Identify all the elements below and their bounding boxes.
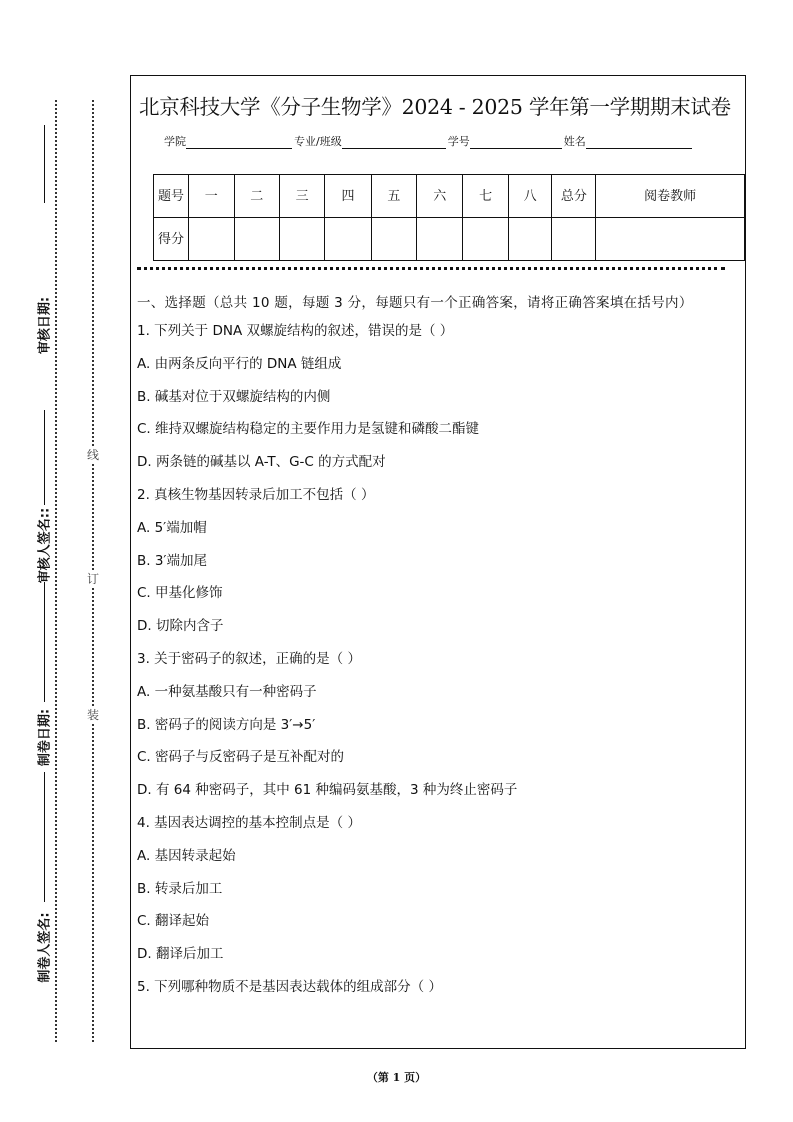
answer-option: B. 密码子的阅读方向是 3′→5′	[137, 716, 316, 733]
college-field[interactable]	[186, 136, 292, 149]
page-number: （第 1 页）	[366, 1071, 427, 1084]
review-date-line	[44, 125, 45, 203]
answer-option: D. 翻译后加工	[137, 946, 224, 963]
maker-sign-label: 制卷人签名:	[37, 912, 53, 983]
exam-frame	[130, 75, 746, 1049]
answer-option: A. 由两条反向平行的 DNA 链组成	[137, 355, 342, 372]
score-table	[153, 174, 745, 261]
answer-option: A. 一种氨基酸只有一种密码子	[137, 683, 317, 700]
answer-option: B. 碱基对位于双螺旋结构的内侧	[137, 388, 331, 405]
separator	[137, 267, 725, 270]
major-class-field[interactable]	[342, 136, 446, 149]
score-cell[interactable]	[279, 218, 324, 261]
score-cell[interactable]	[189, 218, 234, 261]
score-cell[interactable]	[371, 218, 416, 261]
score-cell[interactable]	[508, 218, 552, 261]
binding-mark-zhuang: 装	[86, 708, 99, 722]
section-intro: 一、选择题（总共 10 题，每题 3 分，每题只有一个正确答案，请将正确答案填在括号内）	[137, 295, 693, 311]
col-header: 阅卷教师	[596, 175, 745, 218]
margin-dotted-line	[55, 100, 57, 1042]
col-header: 一	[189, 175, 234, 218]
review-date-label: 审核日期:	[37, 296, 53, 355]
question-stem: 4. 基因表达调控的基本控制点是（ ）	[137, 814, 361, 831]
answer-option: C. 维持双螺旋结构稳定的主要作用力是氢键和磷酸二酯键	[137, 421, 480, 438]
major-class-label: 专业/班级	[294, 135, 342, 148]
answer-option: C. 甲基化修饰	[137, 585, 223, 602]
col-header: 三	[279, 175, 324, 218]
score-cell[interactable]	[325, 218, 371, 261]
score-cell[interactable]	[463, 218, 508, 261]
score-cell[interactable]	[417, 218, 463, 261]
answer-option: B. 3′端加尾	[137, 552, 207, 569]
answer-option: C. 翻译起始	[137, 913, 210, 930]
score-cell[interactable]	[234, 218, 279, 261]
reviewer-sign-label: 审核人签名::	[37, 507, 53, 584]
col-header: 六	[417, 175, 463, 218]
question-stem: 1. 下列关于 DNA 双螺旋结构的叙述，错误的是（ ）	[137, 323, 454, 339]
make-date-label: 制卷日期:	[37, 708, 53, 767]
make-date-line	[44, 582, 45, 702]
col-header: 二	[234, 175, 279, 218]
student-id-label: 学号	[447, 135, 470, 148]
answer-option: A. 5′端加帽	[137, 519, 207, 536]
exam-title: 北京科技大学《分子生物学》2024 - 2025 学年第一学期期末试卷	[139, 95, 731, 119]
binding-mark-ding: 订	[86, 572, 99, 586]
student-info	[164, 133, 694, 149]
col-header: 五	[371, 175, 416, 218]
name-field[interactable]	[586, 136, 692, 149]
answer-option: D. 切除内含子	[137, 618, 224, 635]
reviewer-sign-line	[44, 410, 45, 505]
row-label-score: 得分	[154, 218, 189, 261]
answer-option: C. 密码子与反密码子是互补配对的	[137, 749, 345, 766]
col-header: 四	[325, 175, 371, 218]
answer-option: D. 有 64 种密码子，其中 61 种编码氨基酸，3 种为终止密码子	[137, 782, 518, 799]
col-header: 总分	[552, 175, 596, 218]
col-header: 七	[463, 175, 508, 218]
score-cell[interactable]	[596, 218, 745, 261]
question-stem: 5. 下列哪种物质不是基因表达载体的组成部分（ ）	[137, 978, 442, 995]
question-stem: 2. 真核生物基因转录后加工不包括（ ）	[137, 486, 375, 503]
student-id-field[interactable]	[470, 136, 562, 149]
answer-option: A. 基因转录起始	[137, 847, 236, 864]
college-label: 学院	[164, 135, 186, 148]
question-stem: 3. 关于密码子的叙述，正确的是（ ）	[137, 650, 361, 667]
binding-mark-xian: 线	[86, 448, 99, 462]
question-section	[137, 292, 737, 1009]
name-label: 姓名	[563, 135, 586, 148]
answer-option: D. 两条链的碱基以 A-T、G-C 的方式配对	[137, 454, 386, 471]
maker-sign-line	[44, 772, 45, 902]
answer-option: B. 转录后加工	[137, 880, 223, 897]
score-cell[interactable]	[552, 218, 596, 261]
row-label-question-number: 题号	[154, 175, 189, 218]
col-header: 八	[508, 175, 552, 218]
